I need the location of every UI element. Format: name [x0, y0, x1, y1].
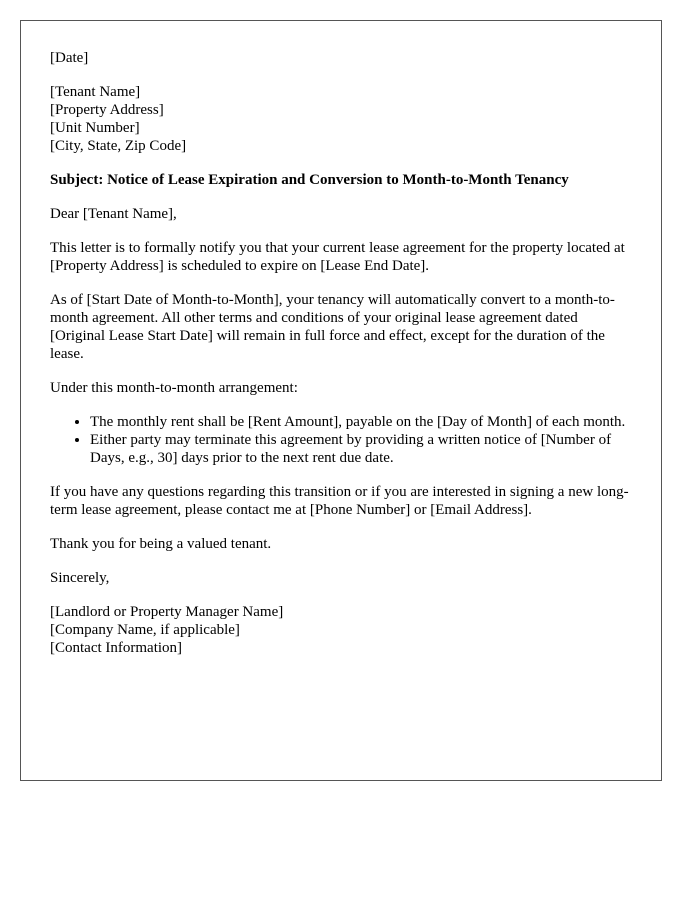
signature-contact: [Contact Information] — [50, 640, 183, 656]
recipient-property-address: [Property Address] — [50, 102, 164, 118]
list-item: • Either party may terminate this agreement by providing a written notice of [Number of Days, e.g., 30] days prior to the next rent due date. — [90, 431, 632, 467]
signature-company: [Company Name, if applicable] — [50, 622, 240, 638]
paragraph-notification: This letter is to formally notify you that your current lease agreement for the property located at [Property Address] is scheduled to expire on [Lease End Date]. — [50, 240, 625, 274]
signature-block — [50, 603, 632, 657]
list-item: • The monthly rent shall be [Rent Amount], payable on the [Day of Month] of each month. — [90, 413, 632, 431]
recipient-city-state-zip: [City, State, Zip Code] — [50, 138, 187, 154]
paragraph-conversion: As of [Start Date of Month-to-Month], your tenancy will automatically convert to a month-to-month agreement. All other terms and conditions of your original lease agreement dated [Original Lease Start Date] will remain in full force and effect, except for the duration of the lease. — [50, 292, 615, 362]
terms-list — [50, 413, 632, 467]
letter-page — [20, 20, 662, 781]
recipient-name: [Tenant Name] — [50, 84, 141, 100]
paragraph-arrangement-intro: Under this month-to-month arrangement: — [50, 380, 298, 396]
recipient-unit-number: [Unit Number] — [50, 120, 140, 136]
closing: Sincerely, — [50, 570, 110, 586]
letter-subject: Subject: Notice of Lease Expiration and Conversion to Month-to-Month Tenancy — [50, 172, 569, 188]
letter-date: [Date] — [50, 50, 89, 66]
recipient-address-block — [50, 83, 632, 155]
salutation: Dear [Tenant Name], — [50, 206, 177, 222]
paragraph-thanks: Thank you for being a valued tenant. — [50, 536, 272, 552]
paragraph-questions: If you have any questions regarding this transition or if you are interested in signing a new long-term lease agreement, please contact me at [Phone Number] or [Email Address]. — [50, 484, 629, 518]
signature-name: [Landlord or Property Manager Name] — [50, 604, 284, 620]
